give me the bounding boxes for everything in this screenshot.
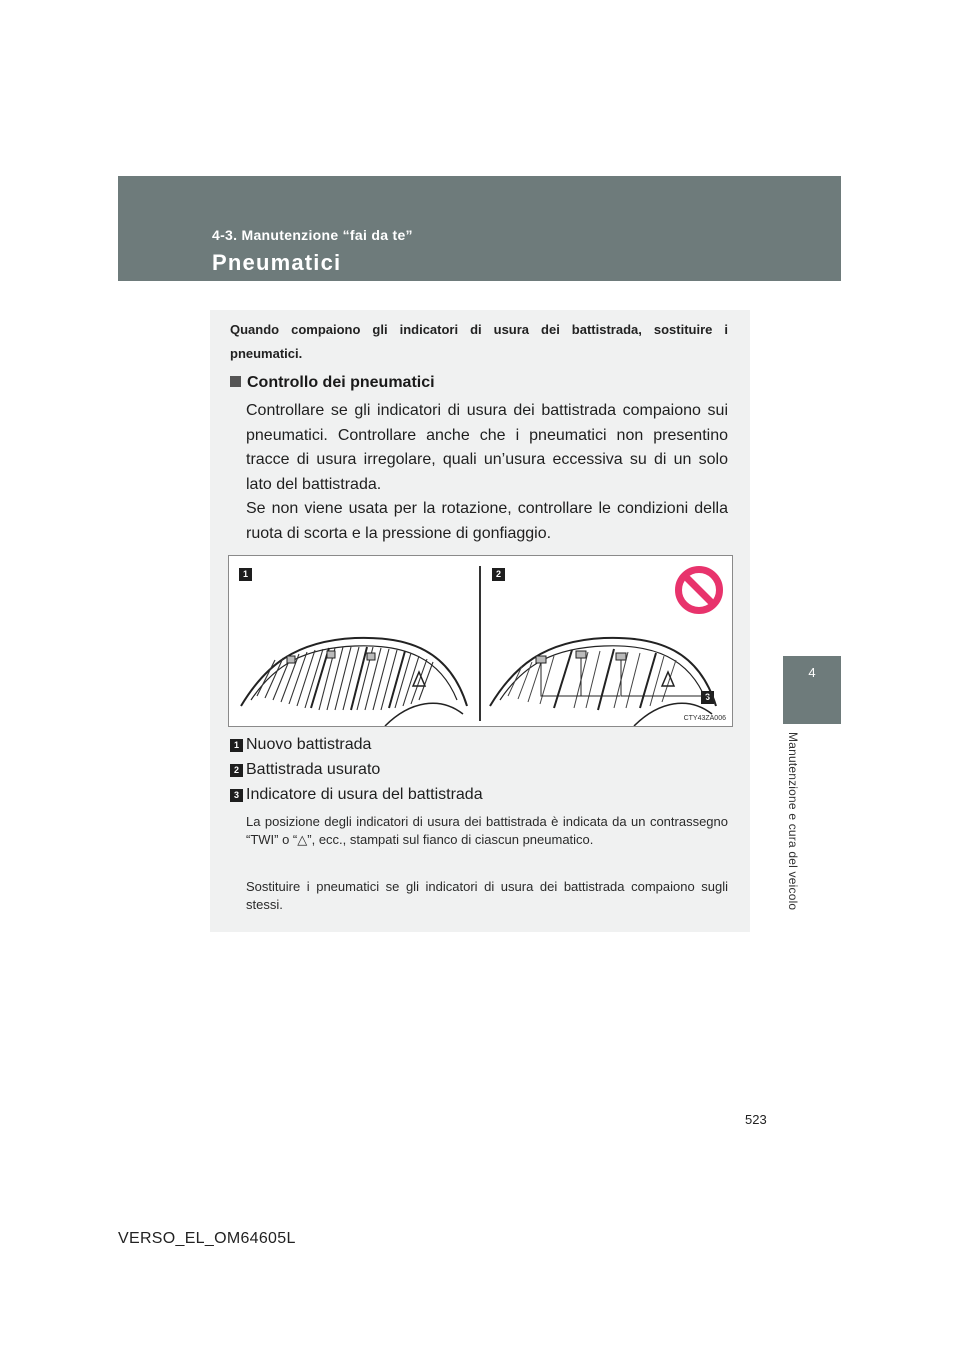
legend-badge: 2: [230, 764, 243, 777]
note-text: Sostituire i pneumatici se gli indicatori di usura dei battistrada compaiono sugli stessi.: [246, 879, 728, 912]
note-text: La posizione degli indicatori di usura dei battistrada è indicata da un contrassegno “TWI” o “△”, ecc., stampati sul fianco di ciascun pneumatico.: [246, 814, 728, 847]
subheading: [230, 374, 435, 392]
legend-badge: 3: [230, 789, 243, 802]
body-paragraph: Se non viene usata per la rotazione, controllare le condizioni della ruota di scorta e la pressione di gonfiaggio.: [246, 500, 728, 542]
worn-tread-illustration: [484, 596, 720, 726]
page-title: Pneumatici: [212, 250, 342, 275]
body-paragraph: Controllare se gli indicatori di usura dei battistrada compaiono sui pneumatici. Controllare anche che i pneumatici non presentino tracce di usura irregolare, quali un’usura eccessiva su di un solo lato del battistrada.: [246, 402, 728, 493]
subheading-label: Controllo dei pneumatici: [247, 374, 435, 391]
new-tread-illustration: [235, 596, 471, 726]
section-label: 4-3. Manutenzione “fai da te”: [212, 227, 413, 243]
legend-badge: 1: [230, 739, 243, 752]
figure-code: CTY43ZA006: [683, 715, 726, 722]
legend-label: Nuovo battistrada: [246, 736, 372, 753]
figure-divider: [479, 566, 481, 721]
tire-wear-figure: [228, 555, 733, 727]
figure-badge-2: 2: [492, 568, 505, 581]
document-code: VERSO_EL_OM64605L: [118, 1230, 296, 1247]
legend-label: Battistrada usurato: [246, 761, 381, 778]
legend-label: Indicatore di usura del battistrada: [246, 786, 483, 803]
page-number: 523: [745, 1112, 767, 1127]
figure-badge-3: 3: [701, 691, 714, 704]
body-text: [246, 399, 728, 546]
square-bullet-icon: [230, 376, 241, 387]
intro-text: Quando compaiono gli indicatori di usura dei battistrada, sostituire i pneumatici.: [230, 322, 728, 361]
figure-badge-1: 1: [239, 568, 252, 581]
prohibition-icon: [674, 565, 724, 615]
chapter-number: 4: [808, 665, 816, 680]
chapter-title: Manutenzione e cura del veicolo: [786, 732, 800, 911]
